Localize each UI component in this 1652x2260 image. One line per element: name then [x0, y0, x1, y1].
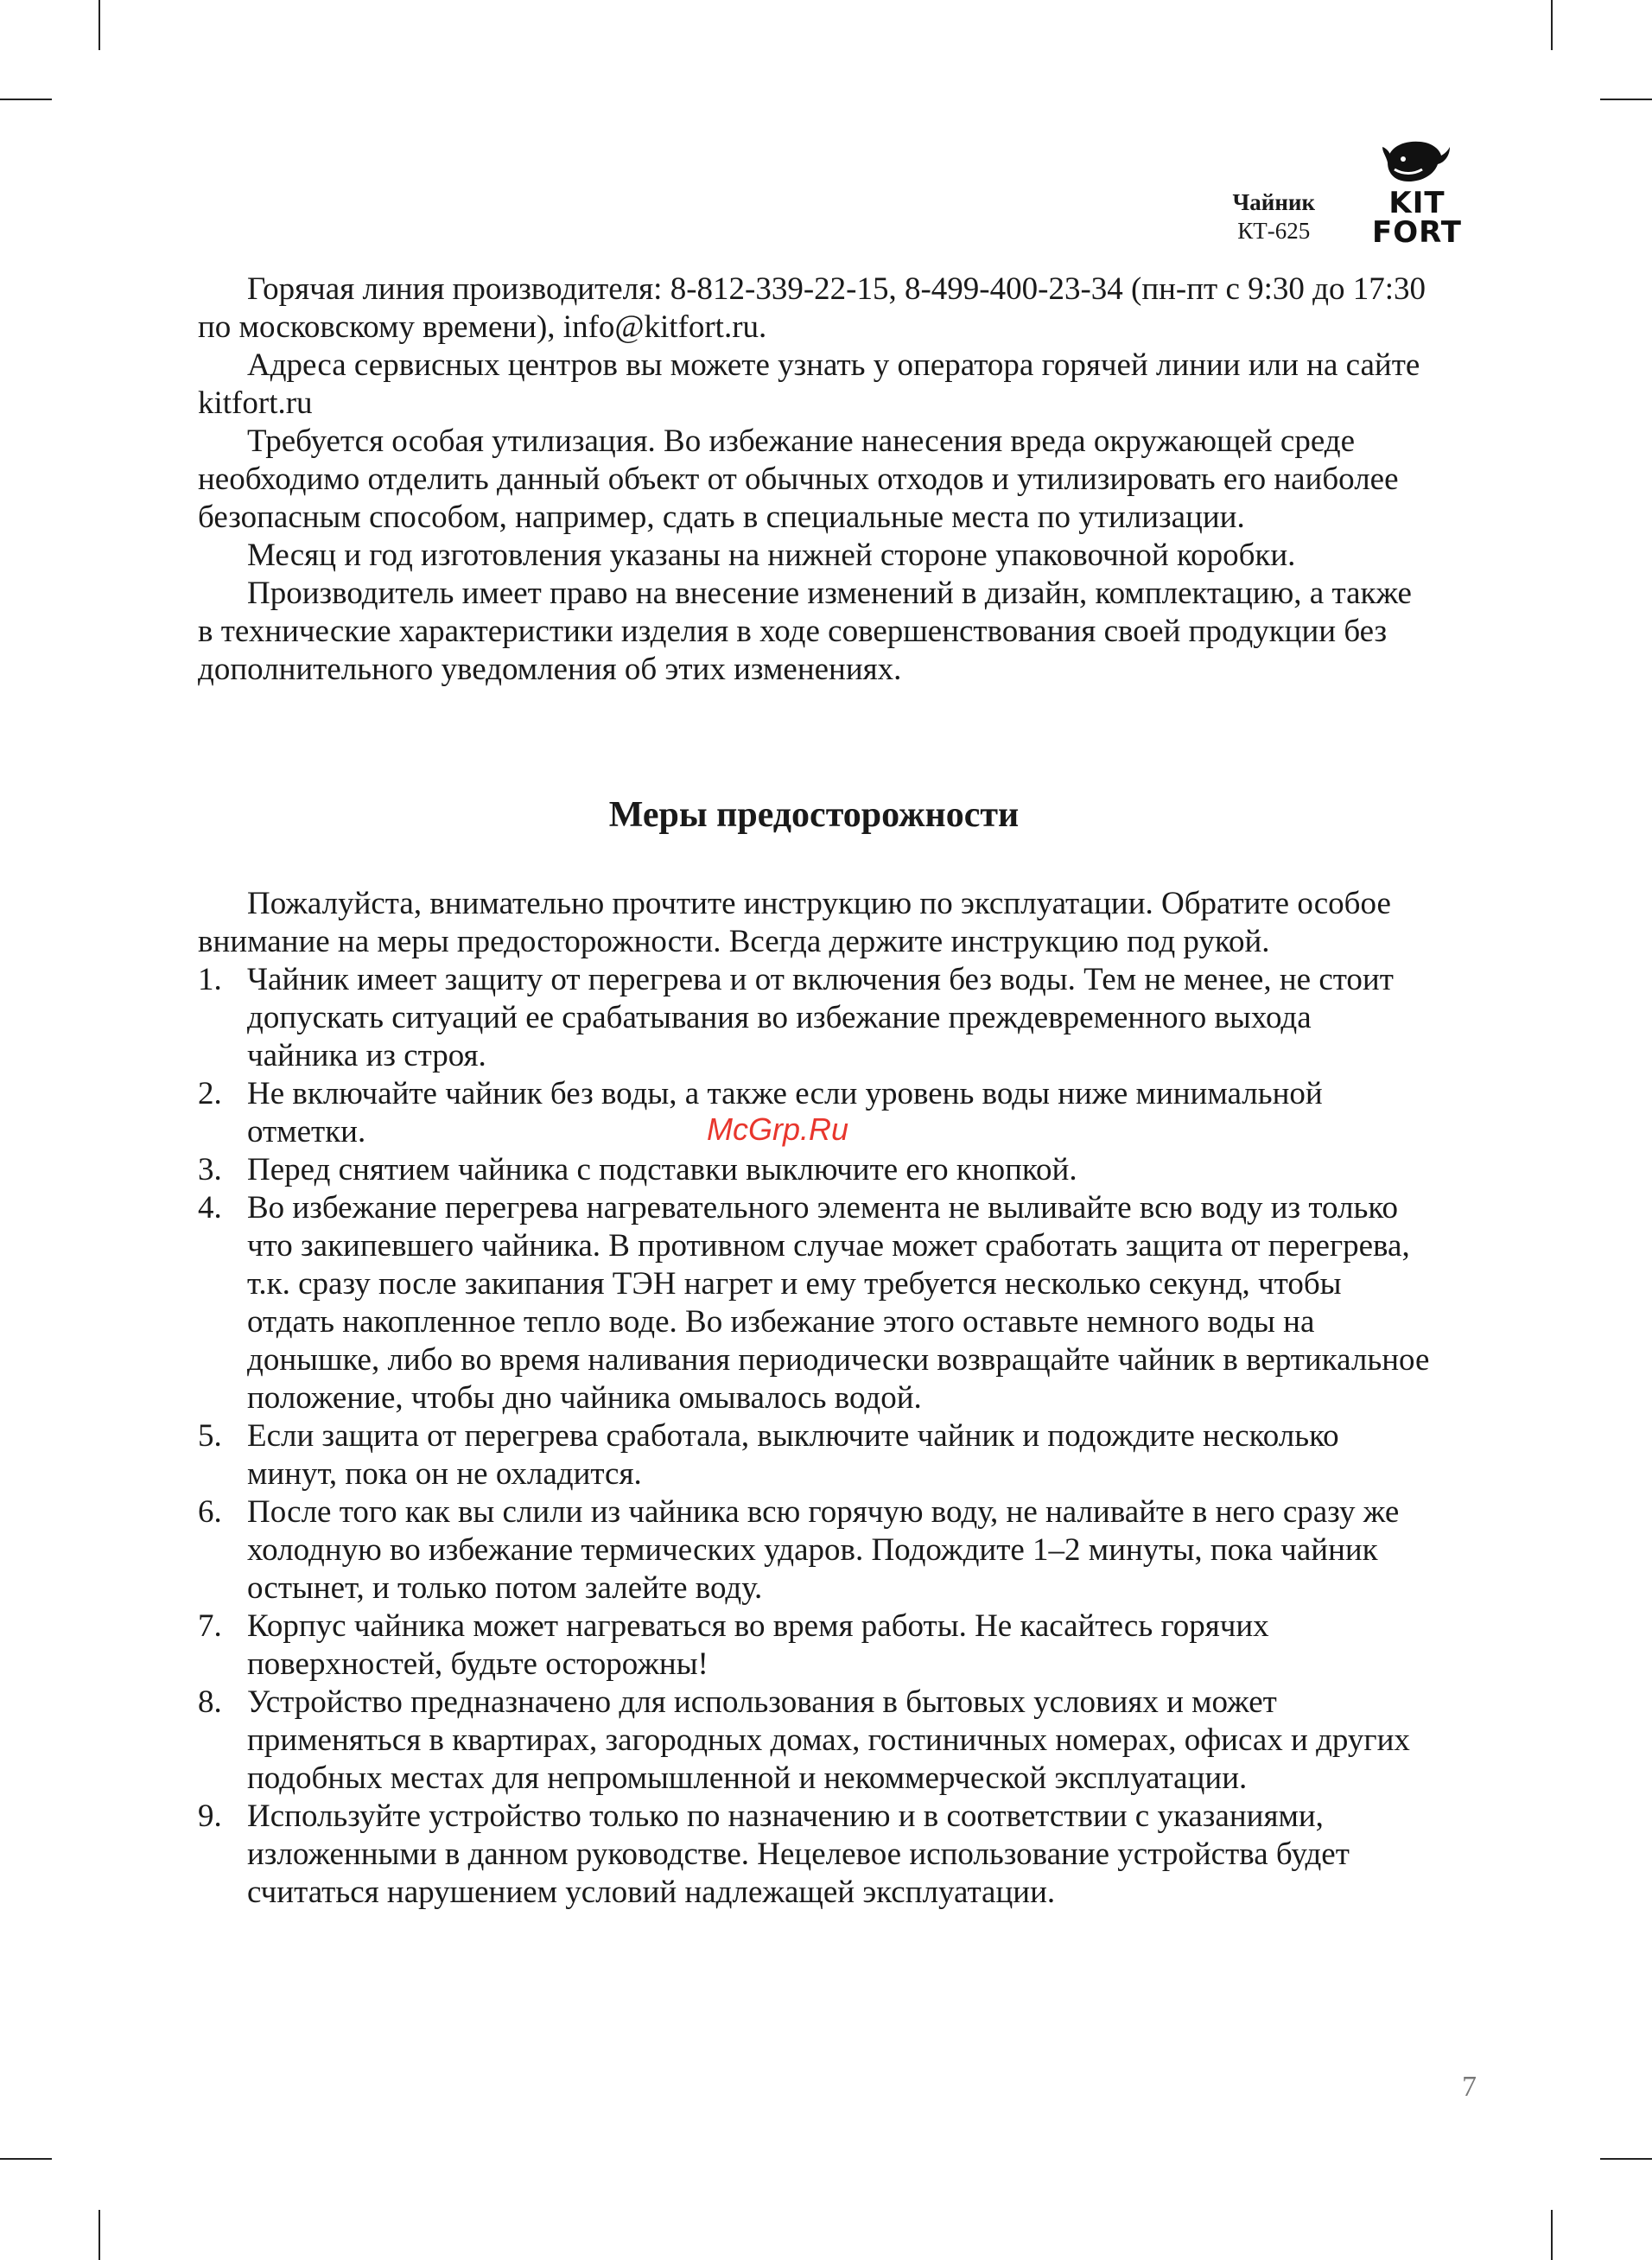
- item-number: 6.: [198, 1494, 222, 1530]
- list-item: [198, 961, 1430, 1075]
- brand-name-line1: KIT: [1388, 186, 1446, 220]
- item-number: 7.: [198, 1608, 222, 1644]
- page-header: [1232, 137, 1462, 250]
- service-centers-paragraph: Адреса сервисных центров вы можете узнать у оператора горячей линии или на сайте kitfort.ru: [198, 347, 1420, 421]
- crop-mark: [1600, 99, 1652, 100]
- item-text: Чайник имеет защиту от перегрева и от включения без воды. Тем не менее, не стоит допускать ситуаций ее срабатывания во избежание преждевременного выхода чайника из строя.: [247, 962, 1394, 1073]
- item-text: После того как вы слили из чайника всю горячую воду, не наливайте в него сразу же холодную во избежание термических ударов. Подождите 1–2 минуты, пока чайник остынет, и только потом залейте воду.: [247, 1494, 1400, 1606]
- item-number: 3.: [198, 1152, 222, 1187]
- crop-mark: [98, 2210, 100, 2260]
- list-item: [198, 1151, 1430, 1189]
- crop-mark: [1551, 0, 1553, 50]
- item-number: 9.: [198, 1798, 222, 1834]
- brand-logo: [1372, 137, 1462, 250]
- item-number: 1.: [198, 962, 222, 997]
- item-number: 4.: [198, 1190, 222, 1225]
- page-content: [198, 271, 1430, 1912]
- item-text: Используйте устройство только по назначению и в соответствии с указаниями, изложенными в данном руководстве. Нецелевое использование устройства будет считаться нарушением условий надлежащей эксплуатации.: [247, 1798, 1350, 1910]
- item-number: 2.: [198, 1076, 222, 1111]
- list-item: [198, 1798, 1430, 1912]
- item-number: 8.: [198, 1684, 222, 1720]
- manufacture-date-paragraph: Месяц и год изготовления указаны на нижней стороне упаковочной коробки.: [247, 538, 1296, 573]
- disposal-paragraph: Требуется особая утилизация. Во избежание нанесения вреда окружающей среде необходимо отделить данный объект от обычных отходов и утилизировать его наиболее безопасным способом, например, сдать в специальные места по утилизации.: [198, 423, 1399, 535]
- item-text: Во избежание перегрева нагревательного элемента не выливайте всю воду из только что закипевшего чайника. В противном случае может сработать защита от перегрева, т.к. сразу после закипания ТЭН нагрет и ему требуется несколько секунд, чтобы отдать накопленное тепло воде. Во избежание этого оставьте немного воды на донышке, либо во время наливания периодически возвращайте чайник в вертикальное положение, чтобы дно чайника омывалось водой.: [247, 1190, 1430, 1416]
- whale-icon: [1382, 137, 1452, 188]
- crop-mark: [1600, 2158, 1652, 2160]
- item-text: Перед снятием чайника с подставки выключите его кнопкой.: [247, 1152, 1077, 1187]
- product-info: [1232, 188, 1315, 245]
- crop-mark: [98, 0, 100, 50]
- item-text: Корпус чайника может нагреваться во время работы. Не касайтесь горячих поверхностей, будьте осторожны!: [247, 1608, 1269, 1682]
- item-text: Если защита от перегрева сработала, выключите чайник и подождите несколько минут, пока он не охладится.: [247, 1418, 1339, 1492]
- list-item: [198, 1607, 1430, 1684]
- product-model: КТ-625: [1237, 218, 1311, 244]
- list-item: [198, 1684, 1430, 1798]
- list-item: [198, 1417, 1430, 1493]
- section-lead: Пожалуйста, внимательно прочтите инструкцию по эксплуатации. Обратите особое внимание на меры предосторожности. Всегда держите инструкцию под рукой.: [198, 886, 1391, 959]
- list-item: [198, 1189, 1430, 1417]
- watermark: McGrp.Ru: [707, 1111, 849, 1147]
- brand-name-line2: FORT: [1372, 215, 1462, 250]
- changes-paragraph: Производитель имеет право на внесение изменений в дизайн, комплектацию, а также в технические характеристики изделия в ходе совершенствования своей продукции без дополнительного уведомления об этих изменениях.: [198, 576, 1412, 687]
- section-title: Меры предосторожности: [608, 795, 1020, 835]
- item-number: 5.: [198, 1418, 222, 1454]
- item-text: Не включайте чайник без воды, а также если уровень воды ниже минимальной отметки.: [247, 1076, 1323, 1149]
- crop-mark: [1551, 2210, 1553, 2260]
- list-item: [198, 1493, 1430, 1607]
- crop-mark: [0, 99, 52, 100]
- product-name: Чайник: [1232, 189, 1316, 215]
- crop-mark: [0, 2158, 52, 2160]
- precautions-list: [198, 961, 1430, 1912]
- hotline-paragraph: Горячая линия производителя: 8-812-339-22-15, 8-499-400-23-34 (пн-пт с 9:30 до 17:30 по московскому времени), info@kitfort.ru.: [198, 271, 1426, 345]
- page-number: 7: [1462, 2071, 1477, 2103]
- item-text: Устройство предназначено для использования в бытовых условиях и может применяться в квартирах, загородных домах, гостиничных номерах, офисах и других подобных местах для непромышленной и некоммерческой эксплуатации.: [247, 1684, 1410, 1796]
